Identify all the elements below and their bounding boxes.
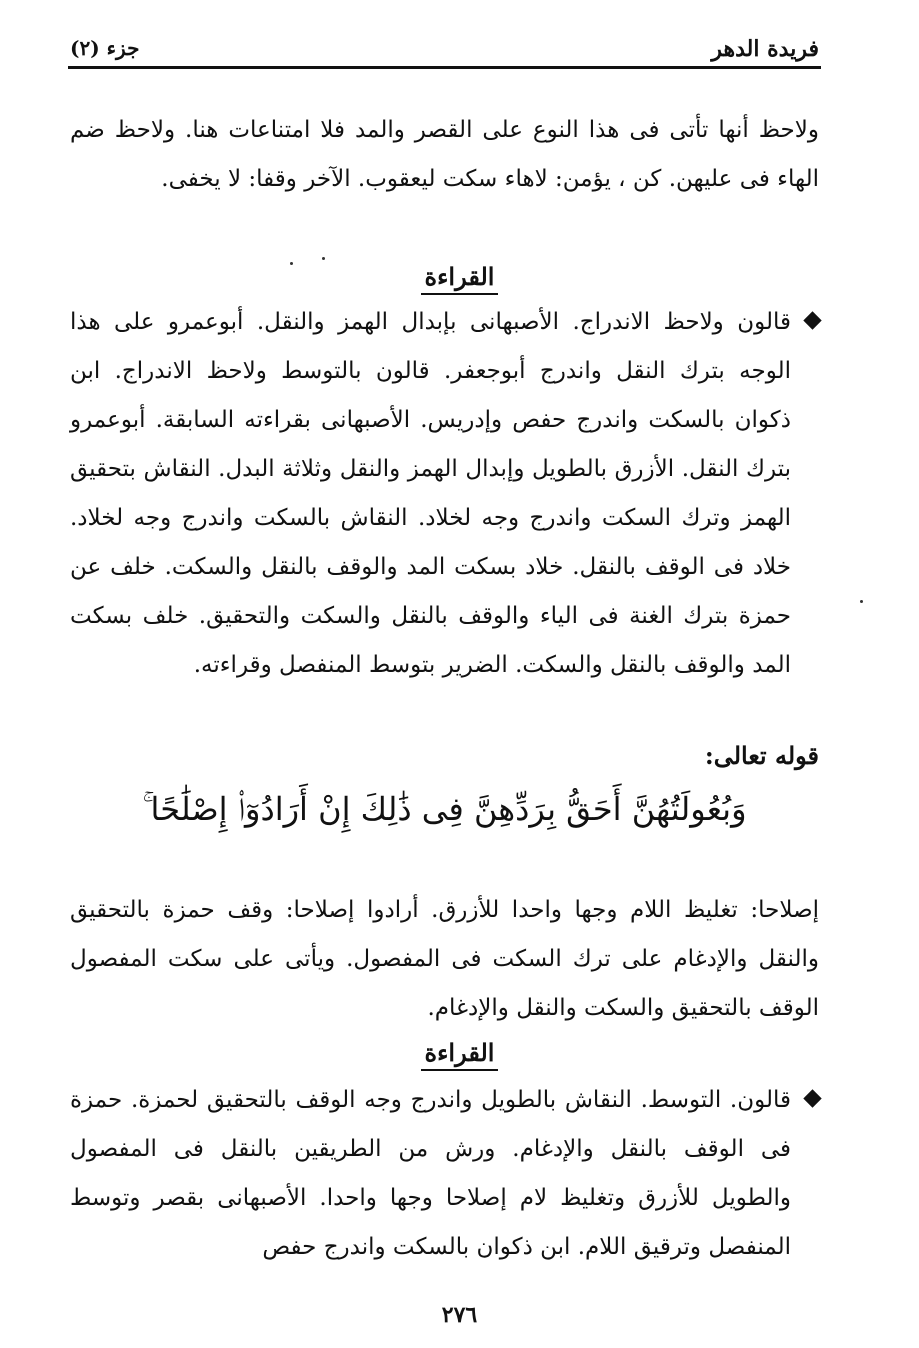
section-2-text: قالون. التوسط. النقاش بالطويل واندرج وجه الوقف بالتحقيق لحمزة. حمزة فى الوقف بالنقل والإدغام. ورش من الطريقين بالنقل فى المفصول والطويل للأزرق وتغليظ لام إصلاحا وجها واحدا. الأصبهانى بقصر وتوسط المنفصل وترقيق اللام. ابن ذكوان بالسكت واندرج حفص (70, 1087, 791, 1260)
scan-speck (290, 262, 293, 265)
part-label: جزء (٢) (70, 36, 140, 60)
section-1-body (70, 298, 819, 690)
qawl-line (70, 736, 819, 779)
qawl-label: قوله تعالى: (704, 741, 819, 770)
header-rule (68, 66, 821, 69)
intro-text: ولاحظ أنها تأتى فى هذا النوع على القصر والمد فلا امتناعات هنا. ولاحظ ضم الهاء فى عليهن. كن ، يؤمن: لاهاء سكت ليعقوب. الآخر وقفا: لا يخفى. (70, 117, 819, 192)
explanation-paragraph (70, 886, 819, 1033)
scan-speck (322, 257, 325, 260)
scan-speck (860, 600, 863, 603)
verse-text: وَبُعُولَتُهُنَّ أَحَقُّ بِرَدِّهِنَّ فِى ذَٰلِكَ إِنْ أَرَادُوٓا۟ إِصْلَٰحًا ۚ (142, 790, 747, 828)
quran-verse (70, 790, 819, 829)
running-header (70, 32, 819, 66)
section-heading-1-text: القراءة (421, 262, 499, 295)
page-number: ٢٧٦ (441, 1302, 478, 1328)
section-heading-1 (0, 262, 919, 291)
section-heading-2-text: القراءة (421, 1038, 499, 1071)
diamond-bullet-icon (803, 311, 821, 329)
explanation-text: إصلاحا: تغليظ اللام وجها واحدا للأزرق. أرادوا إصلاحا: وقف حمزة بالتحقيق والنقل والإدغام على ترك السكت فى المفصول. ويأتى على سكت المفصول الوقف بالتحقيق والسكت والنقل والإدغام. (70, 897, 819, 1021)
section-1-item (70, 298, 819, 690)
section-1-text: قالون ولاحظ الاندراج. الأصبهانى بإبدال الهمز والنقل. أبوعمرو على هذا الوجه بترك النقل واندرج أبوجعفر. قالون بالتوسط ولاحظ الاندراج. ابن ذكوان بالسكت واندرج حفص وإدريس. الأصبهانى بقراءته السابقة. أبوعمرو بترك النقل. الأزرق بالطويل وإبدال الهمز والنقل وثلاثة البدل. النقاش بتحقيق الهمز وترك السكت واندرج وجه لخلاد. النقاش بالسكت واندرج وجه لخلاد. خلاد فى الوقف بالنقل. خلاد بسكت المد والوقف بالنقل والسكت. خلف عن حمزة بترك الغنة فى الياء والوقف بالنقل والسكت والتحقيق. خلف بسكت المد والوقف بالنقل والسكت. الضرير بتوسط المنفصل وقراءته. (70, 309, 791, 678)
section-heading-2 (0, 1038, 919, 1067)
intro-paragraph (70, 106, 819, 204)
section-2-body (70, 1076, 819, 1272)
diamond-bullet-icon (803, 1089, 821, 1107)
book-title: فريدة الدهر (711, 36, 819, 62)
section-2-item (70, 1076, 819, 1272)
